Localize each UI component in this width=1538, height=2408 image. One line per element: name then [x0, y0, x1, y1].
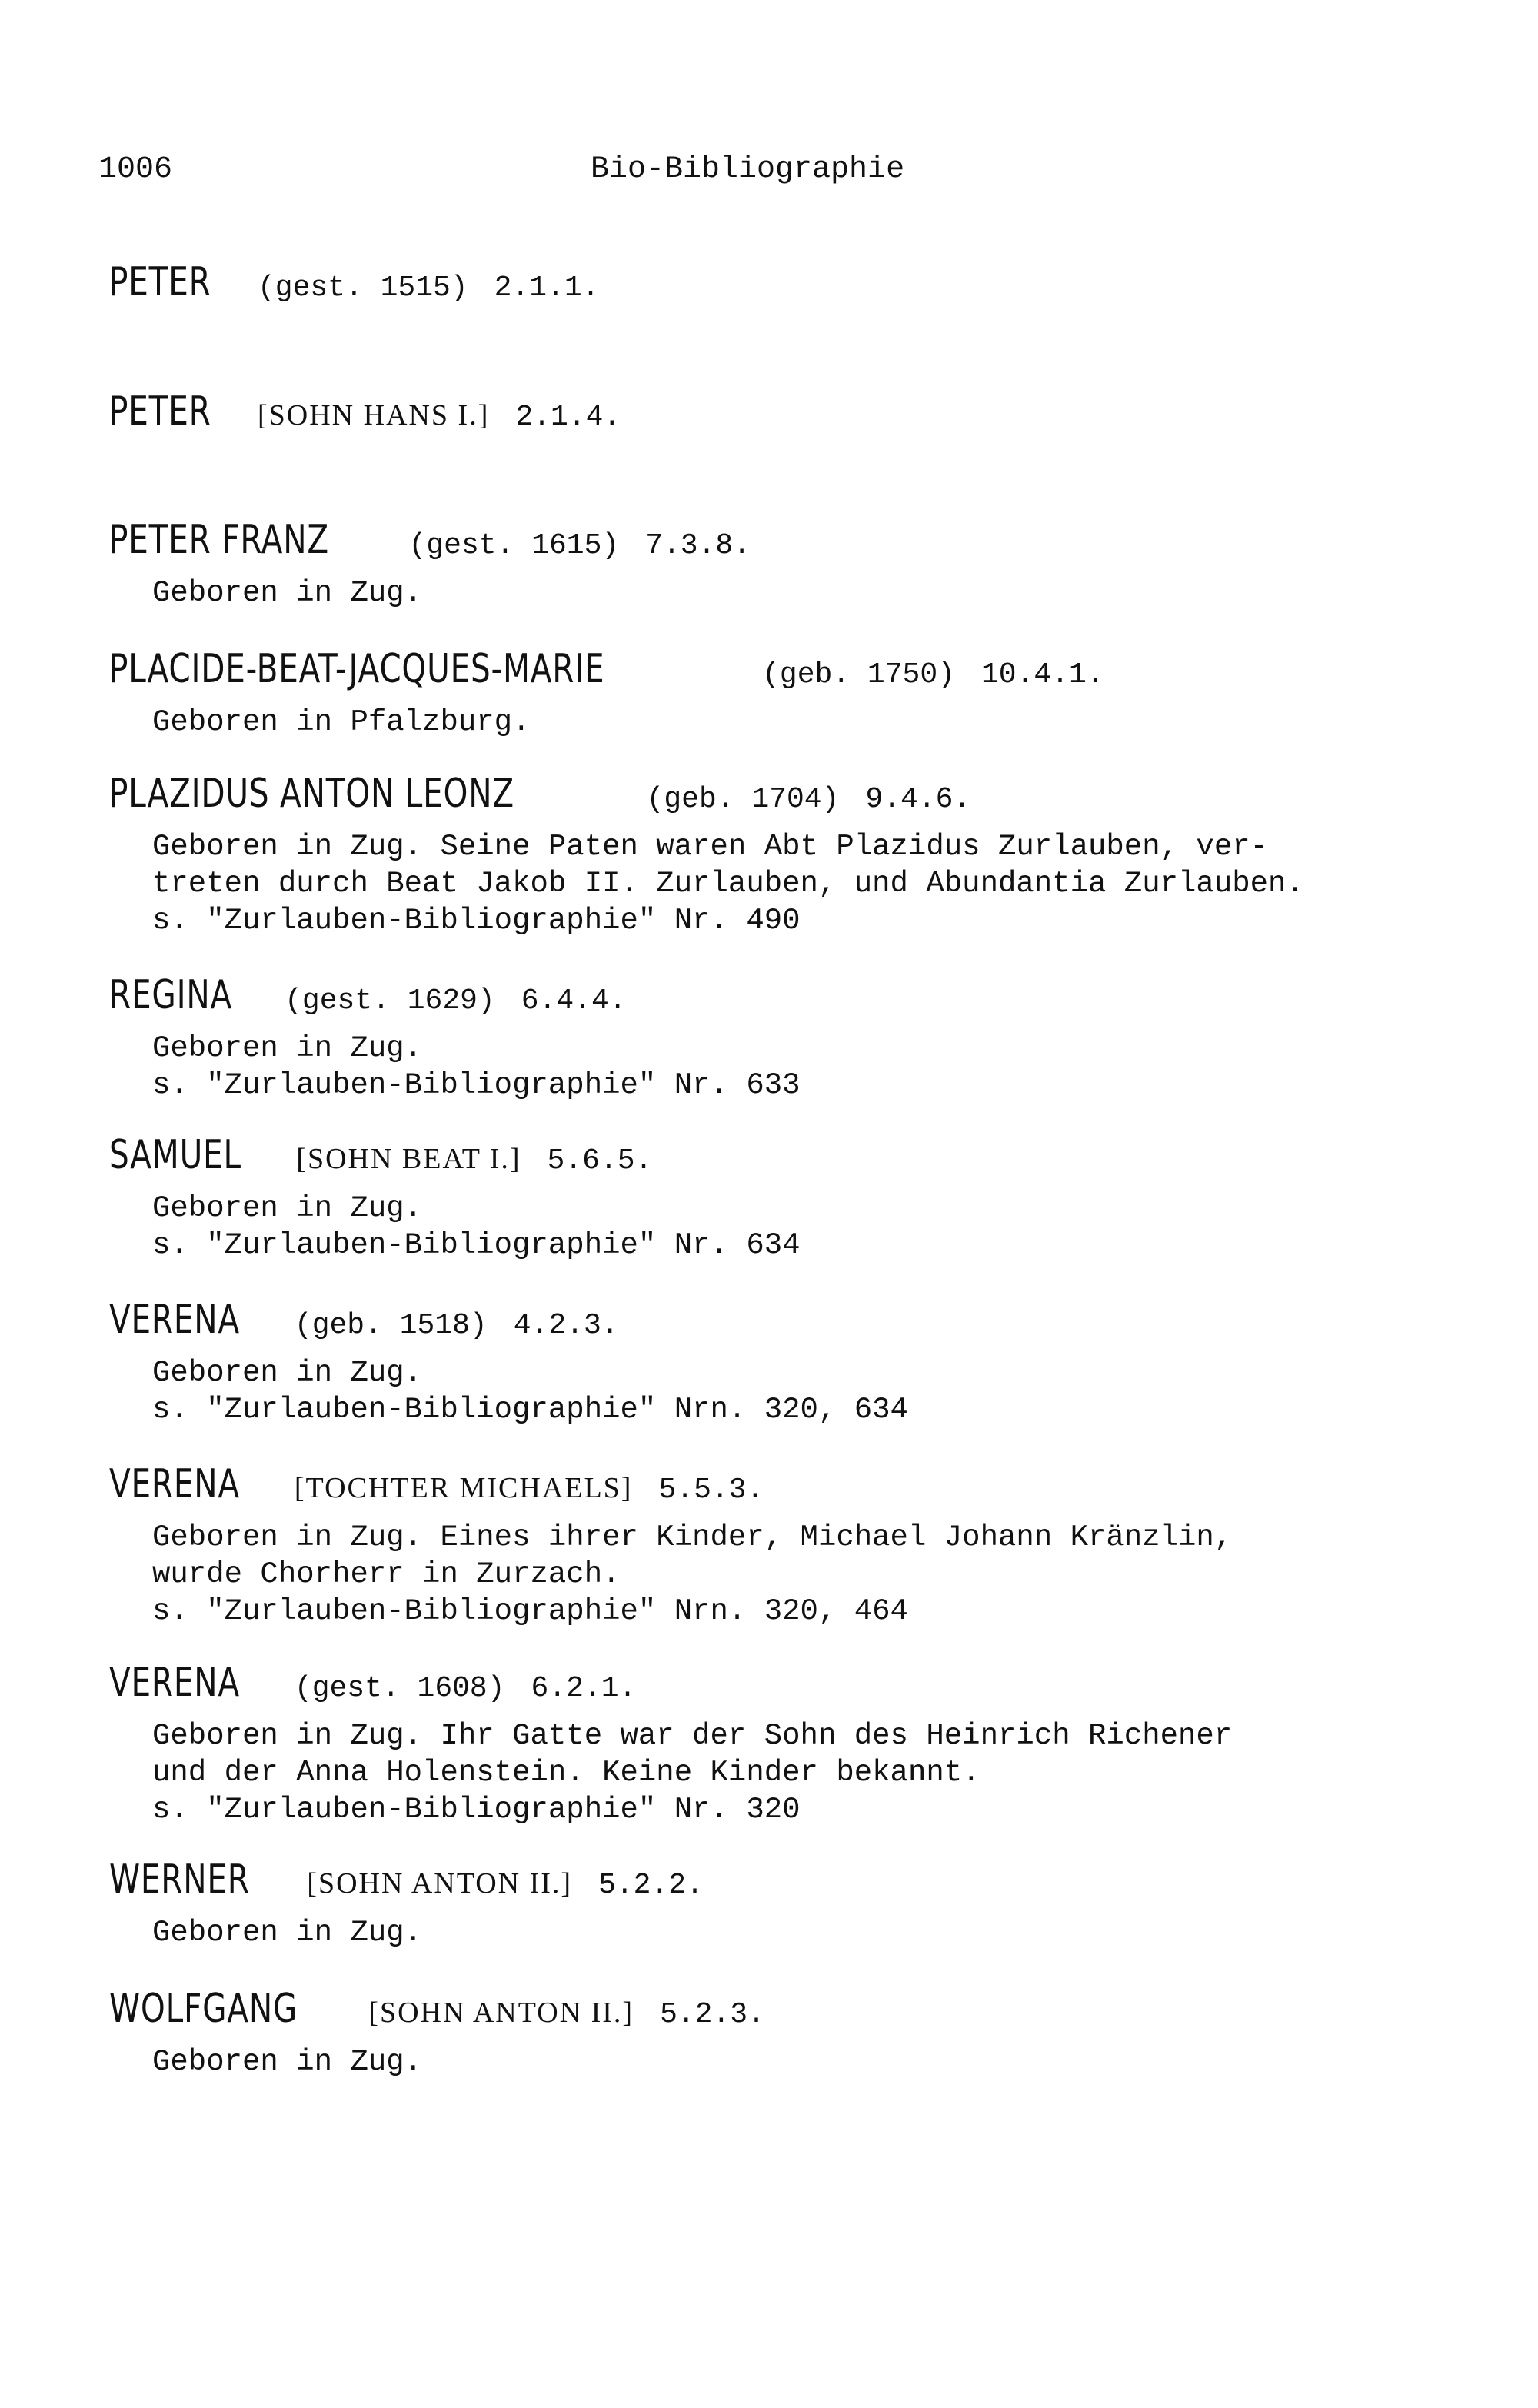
entry-werner [109, 1855, 704, 1951]
entry-name: PLACIDE-BEAT-JACQUES-MARIE [109, 646, 605, 692]
entry-text-line: Geboren in Zug. [152, 1356, 423, 1390]
entry-name: PLAZIDUS ANTON LEONZ [109, 771, 514, 817]
entry-samuel [109, 1131, 801, 1264]
entry-verena-1 [109, 1295, 908, 1428]
entry-reference: 10.4.1. [980, 658, 1104, 691]
entry-regina [109, 971, 801, 1104]
entry-peter-1 [109, 258, 599, 317]
entry-qualifier: (gest. 1515) [257, 271, 468, 305]
entry-text-line: treten durch Beat Jakob II. Zurlauben, und Abundantia Zurlauben. [152, 867, 1304, 901]
entry-text-line: Geboren in Pfalzburg. [152, 705, 531, 739]
entry-text-line: Geboren in Zug. [152, 2045, 423, 2079]
entry-reference: 6.4.4. [521, 984, 627, 1017]
entry-text-line: s. "Zurlauben-Bibliographie" Nr. 634 [152, 1228, 801, 1262]
entry-qualifier: [SOHN ANTON II.] [368, 1997, 634, 2029]
entry-reference: 2.1.4. [515, 401, 621, 434]
entry-reference: 7.3.8. [645, 529, 751, 562]
entry-name: VERENA [109, 1461, 240, 1507]
entry-text-line: Geboren in Zug. Eines ihrer Kinder, Michael Johann Kränzlin, [152, 1520, 1233, 1554]
entry-reference: 2.1.1. [494, 271, 600, 305]
entry-text-line: s. "Zurlauben-Bibliographie" Nrn. 320, 634 [152, 1393, 908, 1427]
entry-verena-3 [109, 1658, 1232, 1828]
entry-text-line: s. "Zurlauben-Bibliographie" Nr. 490 [152, 904, 801, 938]
page-header [98, 152, 944, 198]
entry-text-line: Geboren in Zug. [152, 1191, 423, 1225]
entry-text-line: und der Anna Holenstein. Keine Kinder bekannt. [152, 1756, 980, 1790]
entry-peter-franz [109, 515, 751, 611]
entry-qualifier: (geb. 1750) [762, 658, 955, 691]
entry-text-line: s. "Zurlauben-Bibliographie" Nr. 320 [152, 1793, 801, 1827]
entry-qualifier: (gest. 1629) [285, 984, 495, 1017]
entry-name: PETER FRANZ [109, 517, 329, 563]
entry-name: PETER [109, 259, 211, 305]
entry-plazidus [109, 769, 1304, 939]
entry-name: PETER [109, 388, 211, 435]
entry-placide [109, 644, 1104, 741]
entry-text-line: Geboren in Zug. [152, 1916, 423, 1950]
running-title: Bio-Bibliographie [591, 152, 905, 187]
entry-qualifier: (gest. 1608) [294, 1672, 505, 1705]
entry-text-line: Geboren in Zug. Ihr Gatte war der Sohn des Heinrich Richener [152, 1719, 1233, 1753]
entry-qualifier: [SOHN ANTON II.] [307, 1867, 573, 1900]
entry-name: REGINA [109, 972, 232, 1018]
entry-name: WERNER [109, 1857, 250, 1903]
entry-peter-2 [109, 387, 621, 446]
entry-reference: 5.6.5. [547, 1144, 653, 1177]
entry-wolfgang [109, 1984, 765, 2080]
entry-name: VERENA [109, 1660, 240, 1706]
entry-qualifier: (gest. 1615) [408, 529, 620, 562]
entry-reference: 5.2.2. [598, 1869, 704, 1902]
entry-text-line: s. "Zurlauben-Bibliographie" Nr. 633 [152, 1068, 801, 1102]
entry-text-line: Geboren in Zug. [152, 576, 423, 610]
entry-qualifier: [TOCHTER MICHAELS] [294, 1472, 633, 1504]
entry-qualifier: (geb. 1518) [294, 1309, 488, 1342]
entry-reference: 5.5.3. [658, 1474, 764, 1507]
entry-text-line: wurde Chorherr in Zurzach. [152, 1557, 621, 1591]
entry-verena-2 [109, 1460, 1232, 1630]
page-number: 1006 [98, 152, 173, 187]
entry-reference: 5.2.3. [660, 1998, 765, 2031]
entry-reference: 4.2.3. [513, 1309, 619, 1342]
entry-name: SAMUEL [109, 1132, 241, 1178]
entry-reference: 9.4.6. [865, 783, 971, 816]
entry-text-line: Geboren in Zug. Seine Paten waren Abt Plazidus Zurlauben, ver- [152, 830, 1269, 864]
entry-reference: 6.2.1. [531, 1672, 637, 1705]
entry-text-line: s. "Zurlauben-Bibliographie" Nrn. 320, 464 [152, 1594, 908, 1628]
entry-text-line: Geboren in Zug. [152, 1031, 423, 1065]
entry-name: VERENA [109, 1297, 240, 1343]
entry-name: WOLFGANG [109, 1986, 298, 2032]
entry-qualifier: [SOHN HANS I.] [257, 399, 490, 431]
entry-qualifier: (geb. 1704) [646, 783, 840, 816]
entry-qualifier: [SOHN BEAT I.] [296, 1143, 521, 1175]
